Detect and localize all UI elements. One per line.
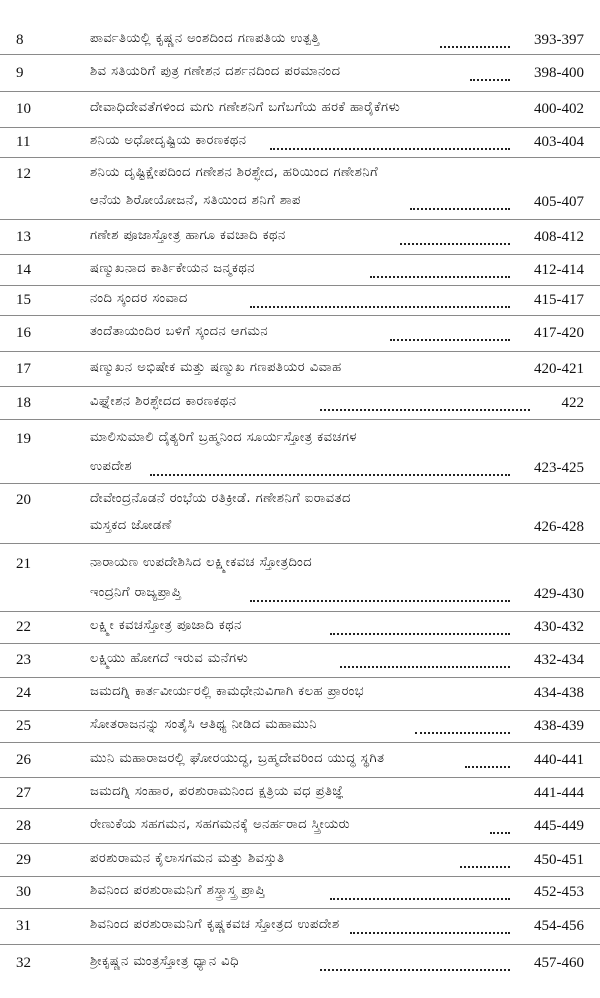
toc-entry	[0, 157, 600, 220]
entry-pages: 412-414	[534, 262, 584, 278]
entry-title	[90, 618, 490, 638]
entry-title	[90, 851, 490, 871]
entry-title-line: ಜಮದಗ್ನಿ ಸಂಹಾರ, ಪರಶುರಾಮನಿಂದ ಕ್ಷತ್ರಿಯ ವಧ ಪ್ರತಿಜ್ಞೆ	[90, 784, 344, 799]
dot-leader	[330, 633, 510, 635]
entry-title-line: ಇಂದ್ರನಿಗೆ ರಾಜ್ಯಪ್ರಾಪ್ತಿ	[90, 585, 182, 600]
entry-title	[90, 883, 490, 903]
dot-leader	[465, 766, 510, 768]
entry-pages: 432-434	[534, 652, 584, 668]
entry-title	[90, 360, 490, 380]
entry-pages: 426-428	[534, 519, 584, 535]
entry-title	[90, 261, 490, 281]
dot-leader	[250, 306, 510, 308]
entry-title-line: ಲಕ್ಷ್ಮಿಯು ಹೋಗದೆ ಇರುವ ಮನೆಗಳು	[90, 651, 249, 666]
toc-entry	[0, 285, 600, 316]
toc-entry	[0, 315, 600, 352]
entry-pages: 422	[561, 395, 584, 411]
entry-pages: 454-456	[534, 918, 584, 934]
entry-pages: 445-449	[534, 818, 584, 834]
toc-entry	[0, 543, 600, 612]
dot-leader	[150, 474, 510, 476]
entry-title	[90, 31, 490, 51]
entry-number: 12	[16, 166, 31, 182]
entry-title-line: ದೇವಾಧಿದೇವತೆಗಳಿಂದ ಮಗು ಗಣೇಶನಿಗೆ ಬಗೆಬಗೆಯ ಹರಕೆ ಹಾರೈಕೆಗಳು	[90, 100, 401, 115]
entry-number: 26	[16, 752, 31, 768]
entry-title-line: ಶ್ರೀಕೃಷ್ಣನ ಮಂತ್ರಸ್ತೋತ್ರ ಧ್ಯಾನ ವಿಧಿ	[90, 954, 239, 969]
toc-entry	[0, 777, 600, 809]
entry-number: 20	[16, 492, 31, 508]
entry-pages: 440-441	[534, 752, 584, 768]
toc-entry	[0, 219, 600, 255]
dot-leader	[320, 409, 530, 411]
entry-pages: 457-460	[534, 955, 584, 971]
entry-number: 10	[16, 101, 31, 117]
entry-number: 22	[16, 619, 31, 635]
entry-pages: 450-451	[534, 852, 584, 868]
toc-entry	[0, 843, 600, 877]
entry-title-line: ಶನಿಯ ಅಧೋದೃಷ್ಟಿಯ ಕಾರಣಕಥನ	[90, 133, 247, 148]
toc-entry	[0, 419, 600, 484]
entry-pages: 438-439	[534, 718, 584, 734]
entry-title-line: ಶಿವ ಸತಿಯರಿಗೆ ಪುತ್ರ ಗಣೇಶನ ದರ್ಶನದಿಂದ ಪರಮಾನಂದ	[90, 64, 341, 79]
entry-number: 8	[16, 32, 24, 48]
entry-title	[90, 394, 490, 414]
toc-entry	[0, 91, 600, 128]
dot-leader	[390, 339, 510, 341]
entry-title-line: ಮಸ್ತಕದ ಜೋಡಣೆ	[90, 518, 172, 533]
dot-leader	[400, 243, 510, 245]
entry-title	[90, 651, 490, 671]
entry-title	[90, 817, 490, 837]
entry-title	[90, 784, 490, 804]
entry-number: 27	[16, 785, 31, 801]
entry-pages: 420-421	[534, 361, 584, 377]
entry-title-line: ಉಪದೇಶ	[90, 459, 133, 474]
entry-pages: 423-425	[534, 460, 584, 476]
entry-title-line: ಷಣ್ಮುಖನಾದ ಕಾರ್ತಿಕೇಯನ ಜನ್ಮಕಥನ	[90, 261, 255, 276]
toc-entry	[0, 677, 600, 711]
entry-title-line: ತಂದೆತಾಯಂದಿರ ಬಳಿಗೆ ಸ್ಕಂದನ ಆಗಮನ	[90, 324, 269, 339]
dot-leader	[250, 600, 510, 602]
entry-number: 24	[16, 685, 31, 701]
toc-entry	[0, 611, 600, 644]
entry-title	[90, 717, 490, 737]
entry-title-line: ಪಾರ್ವತಿಯಲ್ಲಿ ಕೃಷ್ಣನ ಅಂಶದಿಂದ ಗಣಪತಿಯ ಉತ್ಪತ್ತಿ	[90, 31, 320, 46]
toc-entry	[0, 54, 600, 92]
entry-title	[90, 324, 490, 344]
entry-title-line: ಶಿವನಿಂದ ಪರಶುರಾಮನಿಗೆ ಕೃಷ್ಣಕವಚ ಸ್ತೋತ್ರದ ಉಪದೇಶ	[90, 917, 340, 932]
entry-pages: 441-444	[534, 785, 584, 801]
entry-pages: 415-417	[534, 292, 584, 308]
dot-leader	[415, 732, 510, 734]
dot-leader	[440, 46, 510, 48]
toc-entry	[0, 876, 600, 909]
dot-leader	[410, 208, 510, 210]
entry-title-line: ಷಣ್ಮುಖನ ಅಭಿಷೇಕ ಮತ್ತು ಷಣ್ಮುಖ ಗಣಪತಿಯರ ವಿವಾಹ	[90, 360, 342, 375]
toc-entry	[0, 710, 600, 743]
entry-number: 32	[16, 955, 31, 971]
entry-number: 21	[16, 556, 31, 572]
entry-title-line: ಮಾಲಿಸುಮಾಲಿ ದೈತ್ಯರಿಗೆ ಬ್ರಹ್ಮನಿಂದ ಸೂರ್ಯಸ್ತೋತ್ರ ಕವಚಗಳ	[90, 430, 357, 445]
dot-leader	[490, 832, 510, 834]
dot-leader	[370, 276, 510, 278]
dot-leader	[460, 866, 510, 868]
entry-title-line: ಮುನಿ ಮಹಾರಾಜರಲ್ಲಿ ಘೋರಯುದ್ಧ, ಬ್ರಹ್ಮದೇವರಿಂದ ಯುದ್ಧ ಸ್ಥಗಿತ	[90, 751, 385, 766]
entry-pages: 393-397	[534, 32, 584, 48]
toc-entry	[0, 643, 600, 678]
toc-entry	[0, 0, 600, 54]
entry-pages: 430-432	[534, 619, 584, 635]
toc-entry	[0, 127, 600, 158]
entry-title-line: ಶನಿಯ ದೃಷ್ಟಿಕ್ಷೇಪದಿಂದ ಗಣೇಶನ ಶಿರಶ್ಛೇದ, ಹರಿಯಿಂದ ಗಣೇಶನಿಗೆ	[90, 165, 379, 180]
entry-pages: 429-430	[534, 586, 584, 602]
entry-title-line: ವಿಘ್ನೇಶನ ಶಿರಶ್ಛೇದದ ಕಾರಣಕಥನ	[90, 394, 237, 409]
entry-title	[90, 133, 490, 153]
entry-pages: 417-420	[534, 325, 584, 341]
entry-number: 9	[16, 65, 24, 81]
entry-title-line: ಜಮದಗ್ನಿ ಕಾರ್ತವೀರ್ಯರಲ್ಲಿ ಕಾಮಧೇನುವಿಗಾಗಿ ಕಲಹ ಪ್ರಾರಂಭ	[90, 684, 365, 699]
entry-title-line: ಆನೆಯ ಶಿರೋಯೋಜನೆ, ಸತಿಯಿಂದ ಶನಿಗೆ ಶಾಪ	[90, 193, 301, 208]
entry-number: 28	[16, 818, 31, 834]
entry-title	[90, 228, 490, 248]
entry-title	[90, 917, 490, 937]
entry-title-line: ನಾರಾಯಣ ಉಪದೇಶಿಸಿದ ಲಕ್ಷ್ಮೀಕವಚ ಸ್ತೋತ್ರದಿಂದ	[90, 555, 313, 570]
dot-leader	[270, 148, 510, 150]
entry-number: 14	[16, 262, 31, 278]
entry-title	[90, 751, 490, 771]
entry-title-line: ಸೋತರಾಜನನ್ನು ಸಂತೈಸಿ ಆತಿಥ್ಯ ನೀಡಿದ ಮಹಾಮುನಿ	[90, 717, 317, 732]
entry-pages: 398-400	[534, 65, 584, 81]
entry-title-line: ಶಿವನಿಂದ ಪರಶುರಾಮನಿಗೆ ಶಸ್ತ್ರಾಸ್ತ್ರ ಪ್ರಾಪ್ತಿ	[90, 883, 266, 898]
entry-title	[90, 100, 490, 120]
entry-title-line: ಪರಶುರಾಮನ ಕೈಲಾಸಗಮನ ಮತ್ತು ಶಿವಸ್ತುತಿ	[90, 851, 285, 866]
entry-pages: 403-404	[534, 134, 584, 150]
entry-number: 13	[16, 229, 31, 245]
entry-title-line: ಲಕ್ಷ್ಮೀ ಕವಚಸ್ತೋತ್ರ ಪೂಜಾದಿ ಕಥನ	[90, 618, 242, 633]
entry-title	[90, 491, 490, 541]
entry-number: 15	[16, 292, 31, 308]
toc-entry	[0, 483, 600, 544]
entry-title-line: ರೇಣುಕೆಯ ಸಹಗಮನ, ಸಹಗಮನಕ್ಕೆ ಅನರ್ಹರಾದ ಸ್ತ್ರೀಯರು	[90, 817, 351, 832]
toc-entry	[0, 386, 600, 420]
entry-number: 19	[16, 431, 31, 447]
entry-number: 16	[16, 325, 31, 341]
dot-leader	[330, 898, 510, 900]
toc-entry	[0, 254, 600, 286]
dot-leader	[320, 969, 510, 971]
dot-leader	[340, 666, 510, 668]
entry-pages: 405-407	[534, 194, 584, 210]
entry-number: 29	[16, 852, 31, 868]
entry-pages: 434-438	[534, 685, 584, 701]
entry-title-line: ದೇವೇಂದ್ರನೊಡನೆ ರಂಭೆಯ ರತಿಕ್ರೀಡೆ. ಗಣೇಶನಿಗೆ ಐರಾವತದ	[90, 491, 351, 506]
entry-number: 18	[16, 395, 31, 411]
toc-entry	[0, 742, 600, 778]
entry-title-line: ಗಣೇಶ ಪೂಜಾಸ್ತೋತ್ರ ಹಾಗೂ ಕವಚಾದಿ ಕಥನ	[90, 228, 286, 243]
entry-title-line: ನಂದಿ ಸ್ಕಂದರ ಸಂವಾದ	[90, 291, 188, 306]
entry-number: 31	[16, 918, 31, 934]
toc-entry	[0, 944, 600, 981]
entry-number: 25	[16, 718, 31, 734]
entry-title	[90, 64, 490, 84]
entry-number: 30	[16, 884, 31, 900]
entry-number: 17	[16, 361, 31, 377]
dot-leader	[350, 932, 510, 934]
entry-title	[90, 684, 490, 704]
entry-pages: 408-412	[534, 229, 584, 245]
entry-title	[90, 291, 490, 311]
entry-title	[90, 954, 490, 974]
toc-entry	[0, 808, 600, 844]
dot-leader	[470, 79, 510, 81]
toc-entry	[0, 908, 600, 945]
entry-pages: 400-402	[534, 101, 584, 117]
entry-number: 11	[16, 134, 31, 150]
toc-entry	[0, 351, 600, 387]
entry-number: 23	[16, 652, 31, 668]
entry-pages: 452-453	[534, 884, 584, 900]
